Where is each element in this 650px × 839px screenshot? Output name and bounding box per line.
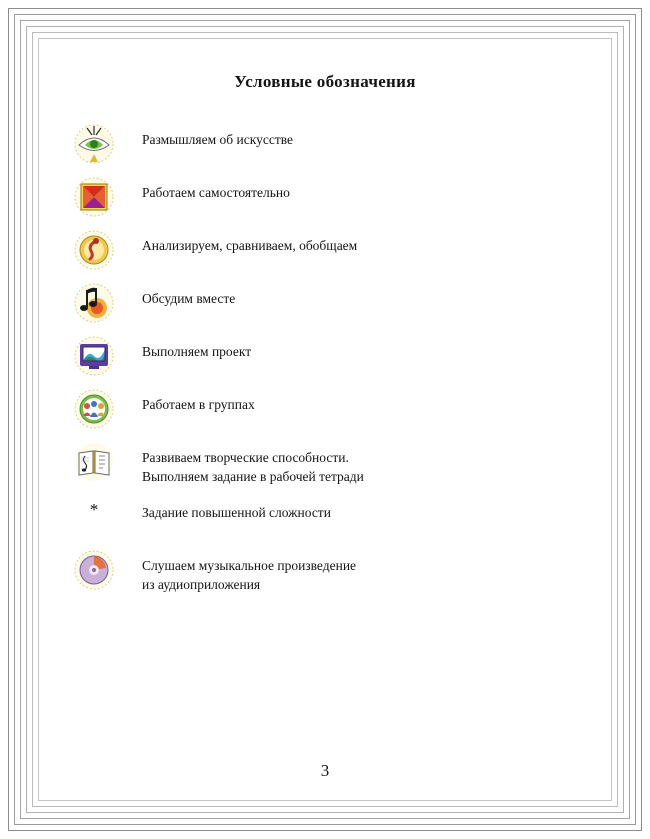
legend-item-line1: Работаем самостоятельно [142,185,290,200]
list-item [46,438,604,486]
legend-item-line1: Выполняем проект [142,344,252,359]
legend-item-label [142,226,604,255]
page-title: Условные обозначения [234,72,416,91]
legend-item-line1: Задание повышенной сложности [142,505,331,521]
list-item [46,493,604,539]
legend-item-label [142,438,604,486]
list-item [46,279,604,325]
list-item [46,120,604,166]
legend-item-line1: Обсудим вместе [142,291,236,306]
icon-cell [46,385,142,431]
list-item [46,385,604,431]
legend-item-label [142,332,604,361]
list-item [46,226,604,272]
icon-cell [46,546,142,592]
icon-cell [46,226,142,272]
icon-cell [46,173,142,219]
legend-item-line2: Выполняем задание в рабочей тетради [142,469,364,485]
legend-item-line2: из аудиоприложения [142,577,261,593]
legend-item-label [142,173,604,202]
legend-item-label [142,546,604,594]
legend-item-line1: Работаем в группах [142,397,255,412]
legend-item-line1: Размышляем об искусстве [142,132,294,147]
asterisk-icon: * [89,500,99,520]
legend-item-line1: Слушаем музыкальное произведение [142,558,357,574]
notebook-icon [72,440,116,484]
group-people-icon [72,387,116,431]
legend-item-label [142,385,604,414]
list-item [46,332,604,378]
icon-cell [46,438,142,484]
list-item [46,173,604,219]
hourglass-icon [72,175,116,219]
icon-cell [46,332,142,378]
icon-cell [46,120,142,166]
eye-art-icon [72,122,116,166]
icon-cell [46,279,142,325]
magnifier-icon [72,228,116,272]
legend-list [46,120,604,595]
legend-item-line1: Развиваем творческие способности. [142,450,349,465]
cd-disc-icon [72,548,116,592]
project-screen-icon [72,334,116,378]
music-notes-icon [72,281,116,325]
page-number: 3 [320,761,330,780]
legend-item-line1: Анализируем, сравниваем, обобщаем [142,238,358,253]
legend-item-label [142,120,604,149]
legend-item-label [142,279,604,308]
legend-item-label [142,493,604,522]
page-content [46,46,604,793]
list-item [46,546,604,594]
